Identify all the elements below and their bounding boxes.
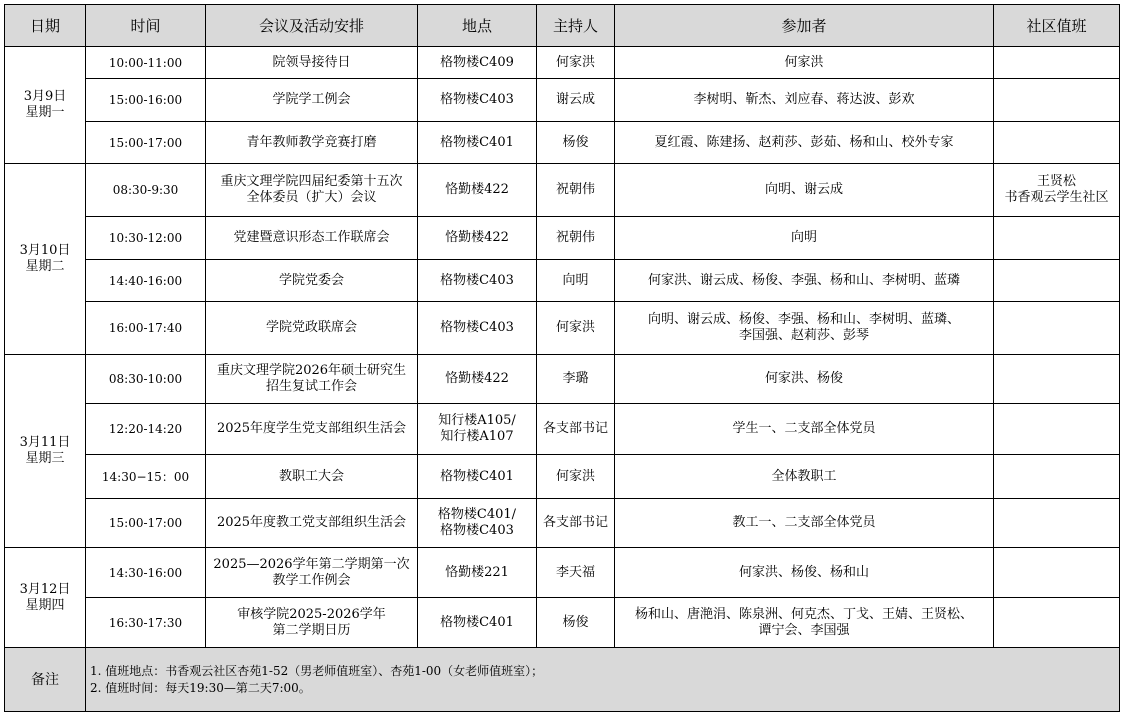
event-cell-line: 招生复试工作会 — [265, 379, 357, 394]
place-cell — [418, 302, 537, 355]
schedule-table — [4, 4, 1120, 712]
participants-cell-line: 何家洪、杨俊、杨和山 — [738, 564, 869, 580]
participants-cell — [615, 302, 994, 355]
header-row — [5, 5, 1120, 47]
event-cell-line: 第二学期日历 — [272, 622, 351, 638]
participants-cell — [615, 499, 994, 548]
duty-cell — [994, 355, 1120, 404]
header-date: 日期 — [5, 5, 86, 47]
day-date: 3月10日 — [19, 243, 71, 258]
participants-cell — [615, 122, 994, 164]
schedule-row — [5, 598, 1120, 648]
schedule-row — [5, 499, 1120, 548]
day-cell — [5, 47, 86, 164]
place-cell-line: 恪勤楼422 — [445, 230, 509, 245]
event-cell — [206, 455, 418, 499]
header-participants: 参加者 — [615, 5, 994, 47]
place-cell-line: 格物楼C401 — [440, 134, 514, 150]
duty-cell — [994, 260, 1120, 302]
duty-cell — [994, 122, 1120, 164]
duty-cell — [994, 548, 1120, 598]
event-cell-line: 教学工作例会 — [272, 572, 351, 588]
time-cell: 16:00-17:40 — [86, 302, 206, 355]
event-cell-line: 2025年度学生党支部组织生活会 — [216, 421, 407, 436]
notes-label: 备注 — [5, 648, 86, 712]
host-cell: 向明 — [537, 260, 615, 302]
notes-text — [86, 648, 1120, 712]
host-cell: 各支部书记 — [537, 499, 615, 548]
duty-cell-line: 书香观云学生社区 — [1004, 190, 1109, 205]
event-cell-line: 党建暨意识形态工作联席会 — [233, 230, 390, 245]
day-date: 3月9日 — [23, 89, 67, 104]
host-cell: 杨俊 — [537, 122, 615, 164]
host-cell: 李璐 — [537, 355, 615, 404]
header-time: 时间 — [86, 5, 206, 47]
header-host: 主持人 — [537, 5, 615, 47]
place-cell-line: 恪勤楼422 — [445, 182, 509, 197]
time-cell: 14:30-16:00 — [86, 548, 206, 598]
place-cell-line: 格物楼C401/ — [437, 507, 517, 522]
schedule-row — [5, 302, 1120, 355]
event-cell — [206, 404, 418, 455]
event-cell-line: 审核学院2025-2026学年 — [237, 606, 386, 622]
time-cell: 10:30-12:00 — [86, 217, 206, 260]
place-cell-line: 知行楼A105/ — [438, 413, 516, 428]
participants-cell-line: 何家洪、杨俊 — [764, 371, 843, 386]
place-cell-line: 格物楼C403 — [440, 92, 514, 107]
place-cell — [418, 164, 537, 217]
event-cell-line: 2025年度教工党支部组织生活会 — [216, 515, 407, 530]
time-cell: 12:20-14:20 — [86, 404, 206, 455]
participants-cell-line: 全体教职工 — [771, 468, 837, 484]
participants-cell — [615, 598, 994, 648]
duty-cell — [994, 499, 1120, 548]
participants-cell — [615, 47, 994, 79]
event-cell — [206, 47, 418, 79]
time-cell: 15:00-17:00 — [86, 122, 206, 164]
event-cell — [206, 499, 418, 548]
day-cell — [5, 548, 86, 648]
participants-cell-line: 杨和山、唐滟涓、陈泉洲、何克杰、丁戈、王婧、王贤松、 — [634, 606, 973, 622]
place-cell — [418, 548, 537, 598]
time-cell: 10:00-11:00 — [86, 47, 206, 79]
place-cell — [418, 122, 537, 164]
day-weekday: 星期三 — [25, 451, 65, 466]
schedule-row — [5, 260, 1120, 302]
host-cell: 各支部书记 — [537, 404, 615, 455]
event-cell-line: 重庆文理学院2026年硕士研究生 — [216, 363, 407, 378]
event-cell — [206, 355, 418, 404]
participants-cell-line: 何家洪 — [784, 54, 824, 70]
participants-cell-line: 夏红霞、陈建扬、赵莉莎、彭茹、杨和山、校外专家 — [654, 134, 954, 150]
event-cell-line: 2025—2026学年第二学期第一次 — [213, 556, 410, 572]
duty-cell — [994, 598, 1120, 648]
duty-cell — [994, 47, 1120, 79]
place-cell-line: 格物楼C403 — [440, 523, 514, 538]
participants-cell — [615, 404, 994, 455]
participants-cell — [615, 355, 994, 404]
duty-cell — [994, 404, 1120, 455]
time-cell: 14:30−15：00 — [86, 455, 206, 499]
host-cell: 何家洪 — [537, 47, 615, 79]
participants-cell-line: 谭宁会、李国强 — [758, 622, 850, 638]
day-weekday: 星期一 — [25, 105, 65, 120]
place-cell — [418, 47, 537, 79]
place-cell — [418, 499, 537, 548]
place-cell-line: 知行楼A107 — [440, 429, 514, 444]
day-weekday: 星期四 — [25, 597, 65, 613]
place-cell — [418, 79, 537, 122]
participants-cell — [615, 260, 994, 302]
schedule-row — [5, 164, 1120, 217]
schedule-row — [5, 455, 1120, 499]
place-cell — [418, 260, 537, 302]
participants-cell-line: 向明、谢云成 — [764, 182, 843, 197]
host-cell: 杨俊 — [537, 598, 615, 648]
event-cell-line: 学院党政联席会 — [265, 320, 357, 335]
duty-cell-line: 王贤松 — [1036, 174, 1076, 189]
event-cell-line: 学院党委会 — [278, 272, 344, 288]
schedule-row — [5, 217, 1120, 260]
time-cell: 15:00-16:00 — [86, 79, 206, 122]
time-cell: 16:30-17:30 — [86, 598, 206, 648]
place-cell-line: 恪勤楼221 — [445, 564, 509, 580]
event-cell — [206, 164, 418, 217]
host-cell: 谢云成 — [537, 79, 615, 122]
notes-line: 1. 值班地点：书香观云社区杏苑1-52（男老师值班室）、杏苑1-00（女老师值班室）； — [90, 663, 544, 678]
participants-cell-line: 李国强、赵莉莎、彭琴 — [738, 328, 869, 343]
participants-cell-line: 教工一、二支部全体党员 — [732, 515, 876, 530]
day-date: 3月12日 — [19, 581, 71, 597]
host-cell: 何家洪 — [537, 455, 615, 499]
place-cell-line: 格物楼C403 — [440, 272, 514, 288]
event-cell-line: 教职工大会 — [278, 468, 344, 484]
place-cell-line: 格物楼C401 — [440, 468, 514, 484]
schedule-sheet — [4, 4, 1120, 712]
host-cell: 何家洪 — [537, 302, 615, 355]
time-cell: 15:00-17:00 — [86, 499, 206, 548]
duty-cell — [994, 302, 1120, 355]
notes-line: 2. 值班时间：每天19:30—第二天7:00。 — [90, 680, 311, 695]
event-cell — [206, 79, 418, 122]
schedule-row — [5, 355, 1120, 404]
place-cell-line: 格物楼C409 — [440, 54, 514, 70]
participants-cell — [615, 79, 994, 122]
event-cell — [206, 217, 418, 260]
event-cell — [206, 302, 418, 355]
participants-cell-line: 向明 — [790, 230, 817, 245]
event-cell — [206, 260, 418, 302]
notes-row — [5, 648, 1120, 712]
time-cell: 14:40-16:00 — [86, 260, 206, 302]
participants-cell-line: 向明、谢云成、杨俊、李强、杨和山、李树明、蓝璘、 — [647, 312, 960, 327]
event-cell — [206, 548, 418, 598]
duty-cell — [994, 164, 1120, 217]
participants-cell-line: 学生一、二支部全体党员 — [732, 421, 876, 436]
schedule-row — [5, 548, 1120, 598]
event-cell-line: 青年教师教学竞赛打磨 — [246, 134, 377, 150]
day-cell — [5, 355, 86, 548]
day-date: 3月11日 — [19, 435, 71, 450]
host-cell: 祝朝伟 — [537, 164, 615, 217]
participants-cell — [615, 455, 994, 499]
host-cell: 李天福 — [537, 548, 615, 598]
duty-cell — [994, 455, 1120, 499]
header-duty: 社区值班 — [994, 5, 1120, 47]
day-cell — [5, 164, 86, 355]
event-cell-line: 学院学工例会 — [272, 92, 351, 107]
place-cell — [418, 598, 537, 648]
participants-cell — [615, 217, 994, 260]
participants-cell — [615, 548, 994, 598]
event-cell — [206, 598, 418, 648]
place-cell-line: 恪勤楼422 — [445, 371, 509, 386]
participants-cell-line: 何家洪、谢云成、杨俊、李强、杨和山、李树明、蓝璘 — [647, 272, 960, 288]
place-cell — [418, 404, 537, 455]
event-cell-line: 全体委员（扩大）会议 — [246, 190, 377, 205]
participants-cell-line: 李树明、靳杰、刘应春、蒋达波、彭欢 — [693, 92, 915, 107]
event-cell-line: 院领导接待日 — [272, 54, 351, 70]
schedule-row — [5, 79, 1120, 122]
duty-cell — [994, 217, 1120, 260]
schedule-row — [5, 404, 1120, 455]
place-cell — [418, 455, 537, 499]
time-cell: 08:30-10:00 — [86, 355, 206, 404]
day-weekday: 星期二 — [25, 259, 65, 274]
place-cell — [418, 217, 537, 260]
event-cell-line: 重庆文理学院四届纪委第十五次 — [220, 174, 403, 189]
place-cell-line: 格物楼C403 — [440, 320, 514, 335]
participants-cell — [615, 164, 994, 217]
event-cell — [206, 122, 418, 164]
header-place: 地点 — [418, 5, 537, 47]
time-cell: 08:30-9:30 — [86, 164, 206, 217]
schedule-row — [5, 47, 1120, 79]
header-event: 会议及活动安排 — [206, 5, 418, 47]
host-cell: 祝朝伟 — [537, 217, 615, 260]
schedule-row — [5, 122, 1120, 164]
place-cell-line: 格物楼C401 — [440, 614, 514, 630]
place-cell — [418, 355, 537, 404]
duty-cell — [994, 79, 1120, 122]
